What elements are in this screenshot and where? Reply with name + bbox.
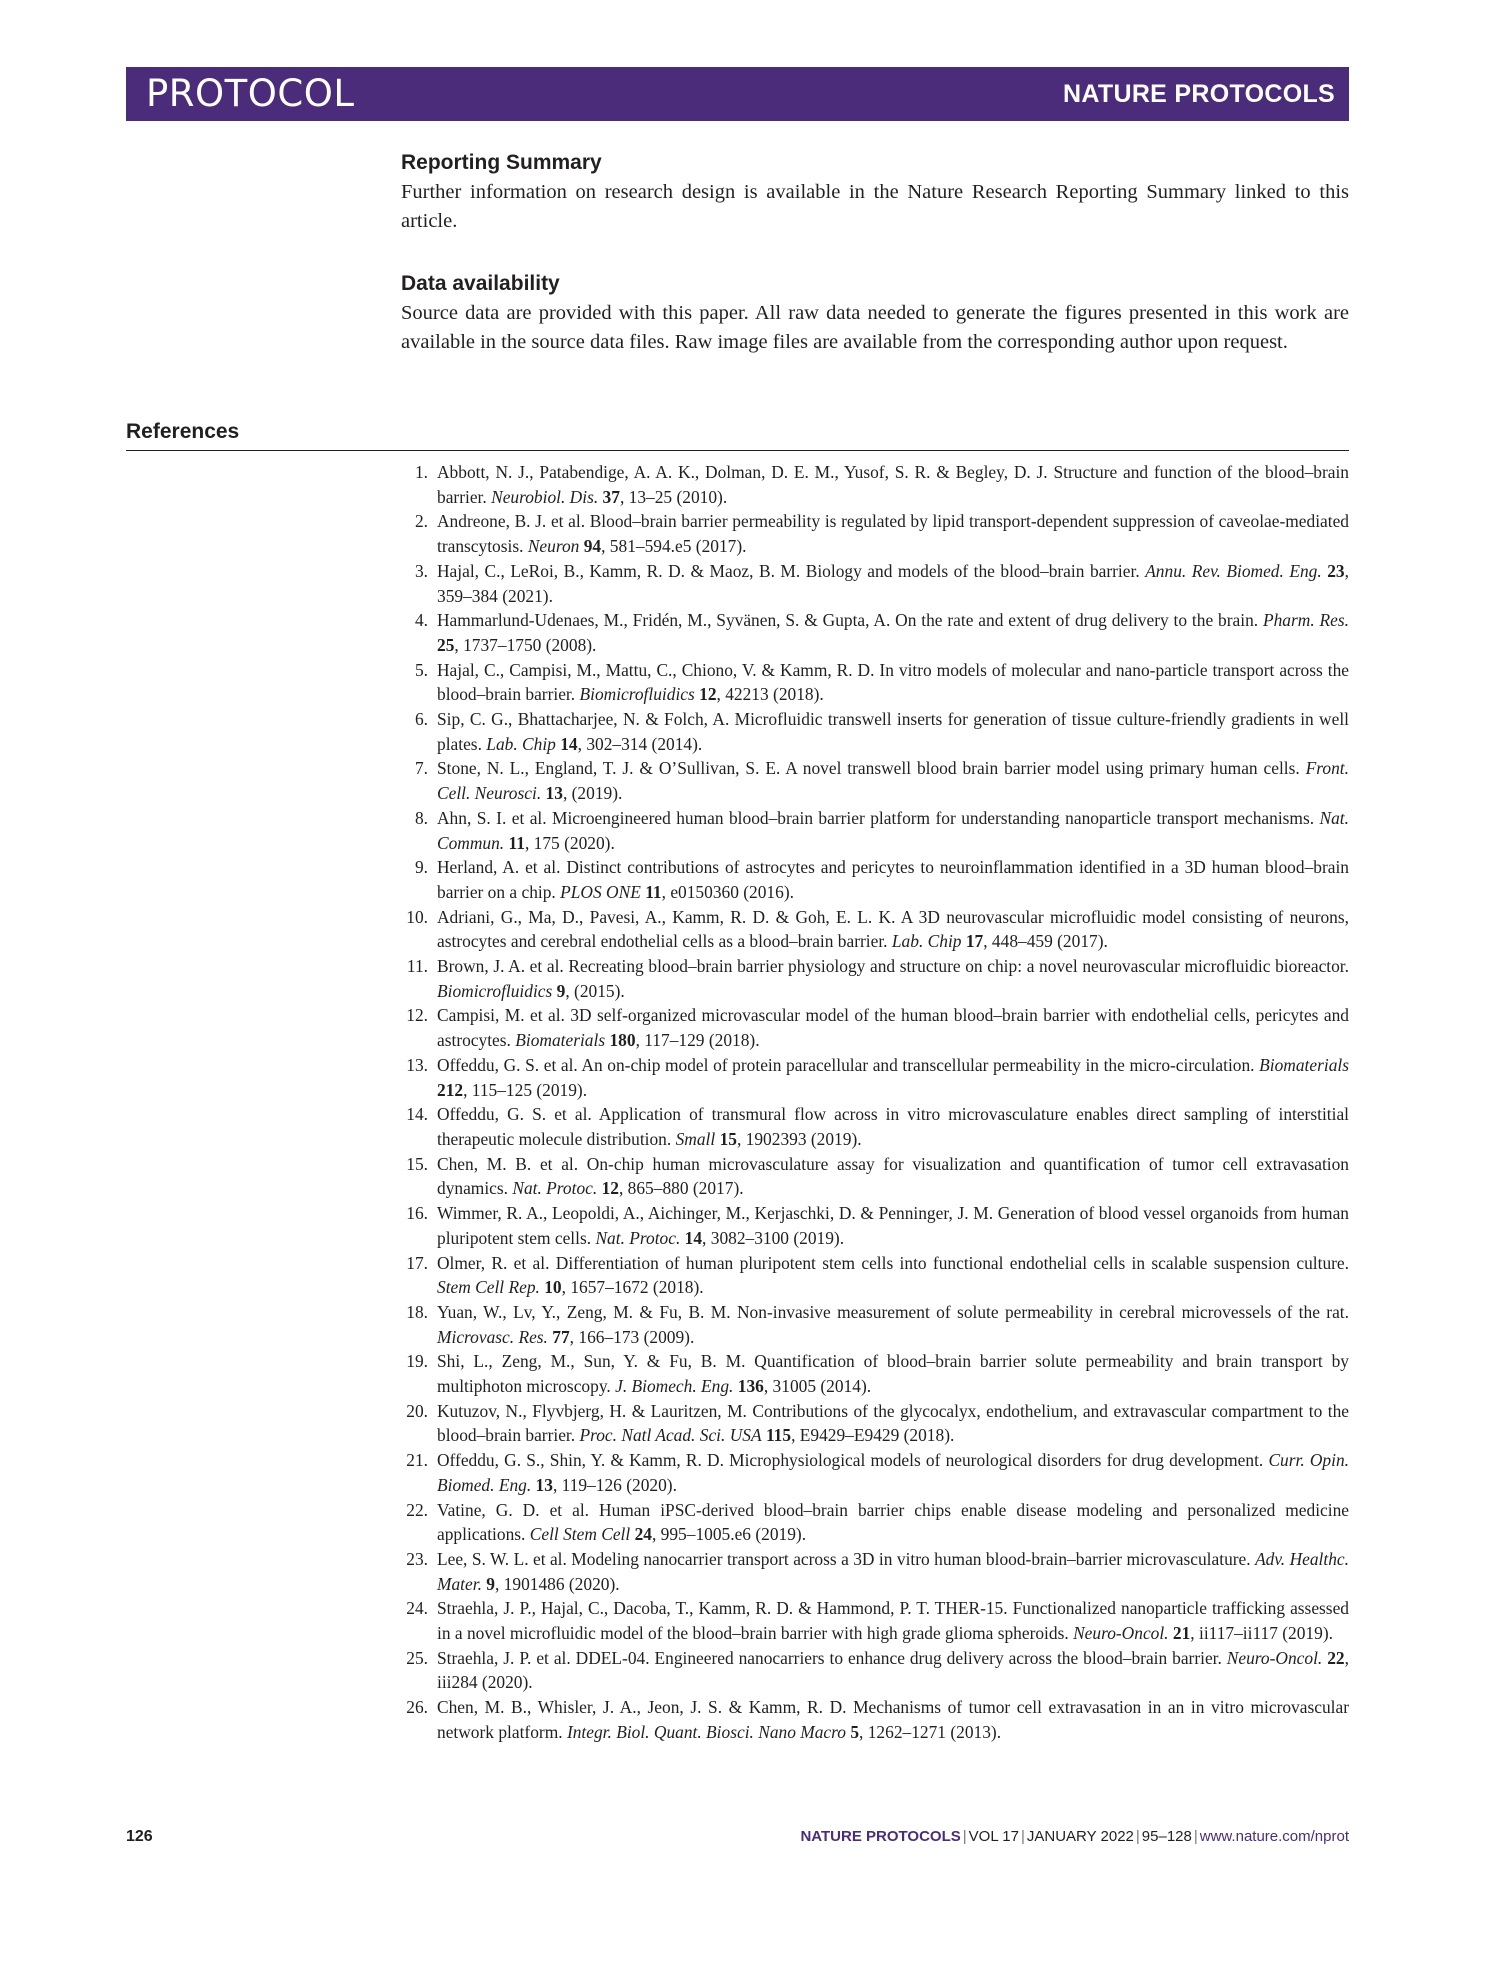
reference-pages-year: , 1902393 (2019). [736, 1128, 862, 1149]
reference-pages-year: , 115–125 (2019). [463, 1079, 588, 1100]
reference-volume: 77 [552, 1326, 570, 1347]
reference-item [401, 1300, 1349, 1349]
reference-number: 3. [414, 560, 428, 581]
reference-volume: 15 [719, 1128, 737, 1149]
reference-pages-year: , 3082–3100 (2019). [702, 1227, 845, 1248]
reference-number: 17. [406, 1252, 428, 1273]
footer-volume: VOL 17 [968, 1828, 1019, 1845]
reporting-summary-text: Further information on research design is available in the Nature Research Reporting Summary linked to this article. [401, 181, 1349, 232]
reference-item [401, 1201, 1349, 1250]
reference-authors-title: Wimmer, R. A., Leopoldi, A., Aichinger, M., Kerjaschki, D. & Penninger, J. M. Generation of blood vessel organoids from human pluripotent stem cells. [437, 1203, 1349, 1248]
reference-item [401, 1646, 1349, 1695]
reference-number: 15. [406, 1153, 428, 1174]
reference-pages-year: , 581–594.e5 (2017). [601, 536, 747, 557]
reference-number: 21. [406, 1450, 428, 1471]
reference-item [401, 707, 1349, 756]
reference-volume: 21 [1172, 1623, 1191, 1644]
reference-pages-year: , E9429–E9429 (2018). [791, 1425, 955, 1446]
reference-number: 20. [406, 1400, 428, 1421]
reference-authors-title: Vatine, G. D. et al. Human iPSC-derived blood–brain barrier chips enable disease modeling and personalized medicine applications. [437, 1499, 1349, 1545]
footer-citation [800, 1828, 1349, 1845]
reference-volume: 9 [556, 980, 566, 1001]
reference-item [401, 1349, 1349, 1398]
reference-volume: 23 [1327, 560, 1345, 581]
reference-pages-year: , ii117–ii117 (2019). [1190, 1623, 1333, 1644]
reference-journal: Adv. Healthc. Mater. [437, 1548, 1349, 1594]
reference-authors-title: Campisi, M. et al. 3D self-organized microvascular model of the human blood–brain barrier with endothelial cells, pericytes and astrocytes. [437, 1005, 1349, 1051]
reference-authors-title: Olmer, R. et al. Differentiation of human pluripotent stem cells into functional endothelial cells in scalable suspension culture. [437, 1252, 1349, 1273]
reference-pages-year: , 31005 (2014). [763, 1376, 872, 1397]
footer-separator: | [1020, 1828, 1025, 1845]
reference-pages-year: , (2015). [565, 980, 625, 1001]
reference-volume: 14 [560, 733, 578, 754]
reference-number: 16. [406, 1203, 428, 1224]
reference-authors-title: Hajal, C., Campisi, M., Mattu, C., Chiono, V. & Kamm, R. D. In vitro models of molecular and nano-particle transport across the blood–brain barrier. [437, 659, 1349, 705]
page-number: 126 [126, 1828, 153, 1845]
reference-pages-year: , 865–880 (2017). [618, 1178, 744, 1199]
reference-pages-year: , 166–173 (2009). [569, 1326, 695, 1347]
reference-journal: Proc. Natl Acad. Sci. USA [579, 1425, 762, 1446]
reference-item [401, 658, 1349, 707]
reference-authors-title: Chen, M. B., Whisler, J. A., Jeon, J. S. & Kamm, R. D. Mechanisms of tumor cell extravasation in an in vitro microvascular network platform. [437, 1697, 1349, 1742]
reporting-summary-heading: Reporting Summary [401, 151, 602, 174]
reference-number: 22. [406, 1499, 428, 1520]
reference-authors-title: Brown, J. A. et al. Recreating blood–brain barrier physiology and structure on chip: a novel neurovascular microfluidic bioreactor. [437, 956, 1349, 977]
reference-authors-title: Straehla, J. P. et al. DDEL-04. Engineered nanocarriers to enhance drug delivery across the blood–brain barrier. [437, 1647, 1222, 1668]
data-availability-section [401, 271, 1349, 357]
reference-journal: Neuro-Oncol. [1073, 1623, 1169, 1644]
references-list [401, 460, 1349, 1745]
reference-pages-year: , 175 (2020). [524, 832, 615, 853]
reference-volume: 22 [1327, 1647, 1345, 1668]
reference-pages-year: , 995–1005.e6 (2019). [651, 1524, 807, 1545]
reference-pages-year: , 302–314 (2014). [577, 733, 703, 754]
reference-journal: Small [675, 1128, 716, 1149]
reference-item [401, 608, 1349, 657]
reference-journal: Biomaterials [515, 1030, 606, 1051]
reference-number: 14. [406, 1104, 428, 1125]
footer-journal: NATURE PROTOCOLS [800, 1828, 961, 1845]
footer-pages: 95–128 [1141, 1828, 1192, 1845]
reference-authors-title: Straehla, J. P., Hajal, C., Dacoba, T., Kamm, R. D. & Hammond, P. T. THER-15. Functionalized nanoparticle trafficking assessed in a novel microfluidic model of the blood–brain barrier with high grade glioma spheroids. [437, 1598, 1349, 1644]
reference-journal: Biomicrofluidics [579, 684, 695, 705]
reference-journal: Biomaterials [1259, 1054, 1349, 1075]
reference-number: 6. [414, 709, 428, 730]
header-banner [126, 67, 1349, 121]
reference-journal: Neurobiol. Dis. [491, 486, 599, 507]
reference-volume: 37 [602, 486, 620, 507]
reference-authors-title: Adriani, G., Ma, D., Pavesi, A., Kamm, R. D. & Goh, E. L. K. A 3D neurovascular microfluidic model consisting of neurons, astrocytes and cerebral endothelial cells as a blood–brain barrier. [437, 906, 1349, 952]
references-heading: References [126, 420, 240, 443]
reference-volume: 17 [965, 931, 984, 952]
reference-volume: 12 [699, 684, 717, 705]
reference-journal: Curr. Opin. Biomed. Eng. [437, 1450, 1350, 1495]
reporting-summary-section [401, 150, 1349, 236]
footer-separator: | [1193, 1828, 1198, 1845]
footer-date: JANUARY 2022 [1026, 1828, 1134, 1845]
reference-item [401, 905, 1349, 954]
reference-number: 2. [414, 511, 428, 532]
reference-authors-title: Offeddu, G. S. et al. Application of transmural flow across in vitro microvasculature enables direct sampling of interstitial therapeutic molecule distribution. [437, 1104, 1349, 1149]
reference-number: 23. [406, 1548, 428, 1569]
reference-number: 1. [414, 462, 428, 482]
reference-number: 11. [406, 956, 428, 977]
reference-item [401, 1053, 1349, 1102]
reference-number: 10. [406, 906, 428, 927]
reference-authors-title: Lee, S. W. L. et al. Modeling nanocarrier transport across a 3D in vitro human blood-brain–barrier microvasculature. [437, 1548, 1251, 1569]
reference-authors-title: Hajal, C., LeRoi, B., Kamm, R. D. & Maoz, B. M. Biology and models of the blood–brain barrier. [437, 560, 1140, 581]
reference-number: 4. [414, 610, 428, 631]
article-type-label: PROTOCOL [146, 72, 355, 115]
reference-volume: 115 [765, 1425, 792, 1446]
reference-number: 24. [406, 1598, 428, 1619]
reference-authors-title: Andreone, B. J. et al. Blood–brain barrier permeability is regulated by lipid transport-dependent suppression of caveolae-mediated transcytosis. [437, 511, 1349, 557]
reference-journal: Nat. Protoc. [595, 1227, 681, 1248]
reference-volume: 94 [583, 536, 602, 557]
reference-volume: 10 [544, 1277, 562, 1298]
reference-volume: 13 [535, 1474, 553, 1495]
reference-authors-title: Abbott, N. J., Patabendige, A. A. K., Dolman, D. E. M., Yusof, S. R. & Begley, D. J. Structure and function of the blood–brain barrier. [437, 462, 1349, 507]
reference-journal: Neuro-Oncol. [1226, 1647, 1323, 1668]
reference-number: 18. [406, 1301, 428, 1322]
reference-item [401, 1596, 1349, 1645]
reference-journal: Front. Cell. Neurosci. [437, 758, 1349, 804]
reference-item [401, 509, 1349, 558]
reference-volume: 11 [645, 881, 662, 902]
reference-pages-year: , (2019). [562, 783, 623, 804]
reference-authors-title: Hammarlund-Udenaes, M., Fridén, M., Syvänen, S. & Gupta, A. On the rate and extent of drug delivery to the brain. [437, 610, 1259, 631]
reference-volume: 212 [437, 1079, 464, 1100]
reference-authors-title: Herland, A. et al. Distinct contributions of astrocytes and pericytes to neuroinflammation identified in a 3D human blood–brain barrier on a chip. [437, 857, 1349, 902]
reference-item [401, 1498, 1349, 1547]
reference-number: 13. [406, 1054, 428, 1075]
reference-pages-year: , 1901486 (2020). [494, 1573, 620, 1594]
reference-item [401, 1152, 1349, 1201]
reference-volume: 24 [634, 1524, 652, 1545]
reference-journal: Biomicrofluidics [437, 980, 553, 1001]
reference-item [401, 756, 1349, 805]
data-availability-heading: Data availability [401, 272, 560, 295]
footer-separator: | [962, 1828, 967, 1845]
reference-journal: Nat. Protoc. [512, 1178, 598, 1199]
reference-journal: J. Biomech. Eng. [615, 1376, 734, 1397]
reference-item [401, 1251, 1349, 1300]
reference-journal: Annu. Rev. Biomed. Eng. [1145, 560, 1322, 581]
reference-item [401, 1399, 1349, 1448]
reference-pages-year: , 1657–1672 (2018). [561, 1277, 704, 1298]
reference-item [401, 559, 1349, 608]
reference-volume: 25 [437, 634, 455, 655]
reference-volume: 14 [684, 1227, 703, 1248]
reference-volume: 13 [545, 783, 563, 804]
reference-number: 8. [414, 807, 428, 828]
reference-pages-year: , 448–459 (2017). [983, 931, 1108, 952]
reference-journal: PLOS ONE [560, 881, 641, 902]
reference-number: 9. [414, 857, 428, 878]
reference-volume: 180 [609, 1030, 636, 1051]
reference-number: 12. [406, 1005, 428, 1026]
reference-journal: Microvasc. Res. [437, 1326, 548, 1347]
reference-pages-year: , 1737–1750 (2008). [454, 634, 597, 655]
reference-authors-title: Sip, C. G., Bhattacharjee, N. & Folch, A. Microfluidic transwell inserts for generation of tissue culture-friendly gradients in well plates. [437, 709, 1349, 754]
reference-authors-title: Kutuzov, N., Flyvbjerg, H. & Lauritzen, M. Contributions of the glycocalyx, endothelium, and extravascular compartment to the blood–brain barrier. [437, 1400, 1349, 1446]
reference-journal: Lab. Chip [486, 733, 556, 754]
reference-volume: 11 [508, 832, 525, 853]
reference-pages-year: , 42213 (2018). [716, 684, 824, 705]
references-heading-rule [126, 419, 1349, 451]
reference-volume: 9 [486, 1573, 495, 1594]
reference-item [401, 806, 1349, 855]
reference-pages-year: , iii284 (2020). [437, 1647, 1349, 1693]
reference-journal: Lab. Chip [891, 931, 962, 952]
reference-authors-title: Stone, N. L., England, T. J. & O’Sullivan, S. E. A novel transwell blood brain barrier model using primary human cells. [437, 758, 1300, 779]
data-availability-text: Source data are provided with this paper. All raw data needed to generate the figures presented in this work are available in the source data files. Raw image files are available from the corresponding author upon request. [401, 302, 1349, 353]
reference-volume: 12 [601, 1178, 619, 1199]
reference-item [401, 855, 1349, 904]
reference-number: 7. [414, 758, 428, 779]
reference-authors-title: Shi, L., Zeng, M., Sun, Y. & Fu, B. M. Quantification of blood–brain barrier solute permeability and brain transport by multiphoton microscopy. [437, 1351, 1349, 1397]
reference-pages-year: , 1262–1271 (2013). [859, 1721, 1002, 1742]
reference-journal: Cell Stem Cell [529, 1524, 631, 1545]
reference-pages-year: , 117–129 (2018). [635, 1030, 760, 1051]
reference-item [401, 1102, 1349, 1151]
reference-item [401, 1547, 1349, 1596]
reference-number: 5. [414, 659, 428, 680]
reference-journal: Nat. Commun. [437, 807, 1349, 853]
reference-journal: Neuron [527, 536, 580, 557]
reference-pages-year: , 119–126 (2020). [552, 1474, 677, 1495]
reference-authors-title: Chen, M. B. et al. On-chip human microvasculature assay for visualization and quantification of tumor cell extravasation dynamics. [437, 1153, 1349, 1199]
reference-number: 19. [406, 1351, 428, 1372]
journal-name-header: NATURE PROTOCOLS [1063, 80, 1335, 108]
reference-item [401, 1695, 1349, 1744]
reference-item [401, 460, 1349, 509]
reference-authors-title: Offeddu, G. S., Shin, Y. & Kamm, R. D. Microphysiological models of neurological disorders for drug development. [437, 1450, 1264, 1471]
reference-pages-year: , e0150360 (2016). [661, 881, 794, 902]
reference-journal: Stem Cell Rep. [437, 1277, 540, 1298]
reference-authors-title: Ahn, S. I. et al. Microengineered human blood–brain barrier platform for understanding nanoparticle transport mechanisms. [437, 807, 1315, 828]
reference-number: 26. [406, 1697, 428, 1718]
reference-number: 25. [406, 1647, 428, 1668]
footer-separator: | [1135, 1828, 1140, 1845]
reference-item [401, 954, 1349, 1003]
reference-authors-title: Yuan, W., Lv, Y., Zeng, M. & Fu, B. M. Non-invasive measurement of solute permeability in cerebral microvessels of the rat. [437, 1301, 1349, 1322]
reference-item [401, 1003, 1349, 1052]
reference-item [401, 1448, 1349, 1497]
reference-pages-year: , 359–384 (2021). [437, 560, 1349, 606]
reference-authors-title: Offeddu, G. S. et al. An on-chip model of protein paracellular and transcellular permeability in the micro-circulation. [437, 1054, 1255, 1075]
footer-url-link[interactable]: www.nature.com/nprot [1199, 1828, 1349, 1845]
reference-pages-year: , 13–25 (2010). [619, 486, 728, 507]
reference-journal: Pharm. Res. [1262, 610, 1349, 631]
reference-volume: 5 [850, 1721, 860, 1742]
reference-journal: Integr. Biol. Quant. Biosci. Nano Macro [566, 1721, 846, 1742]
reference-volume: 136 [737, 1376, 764, 1397]
